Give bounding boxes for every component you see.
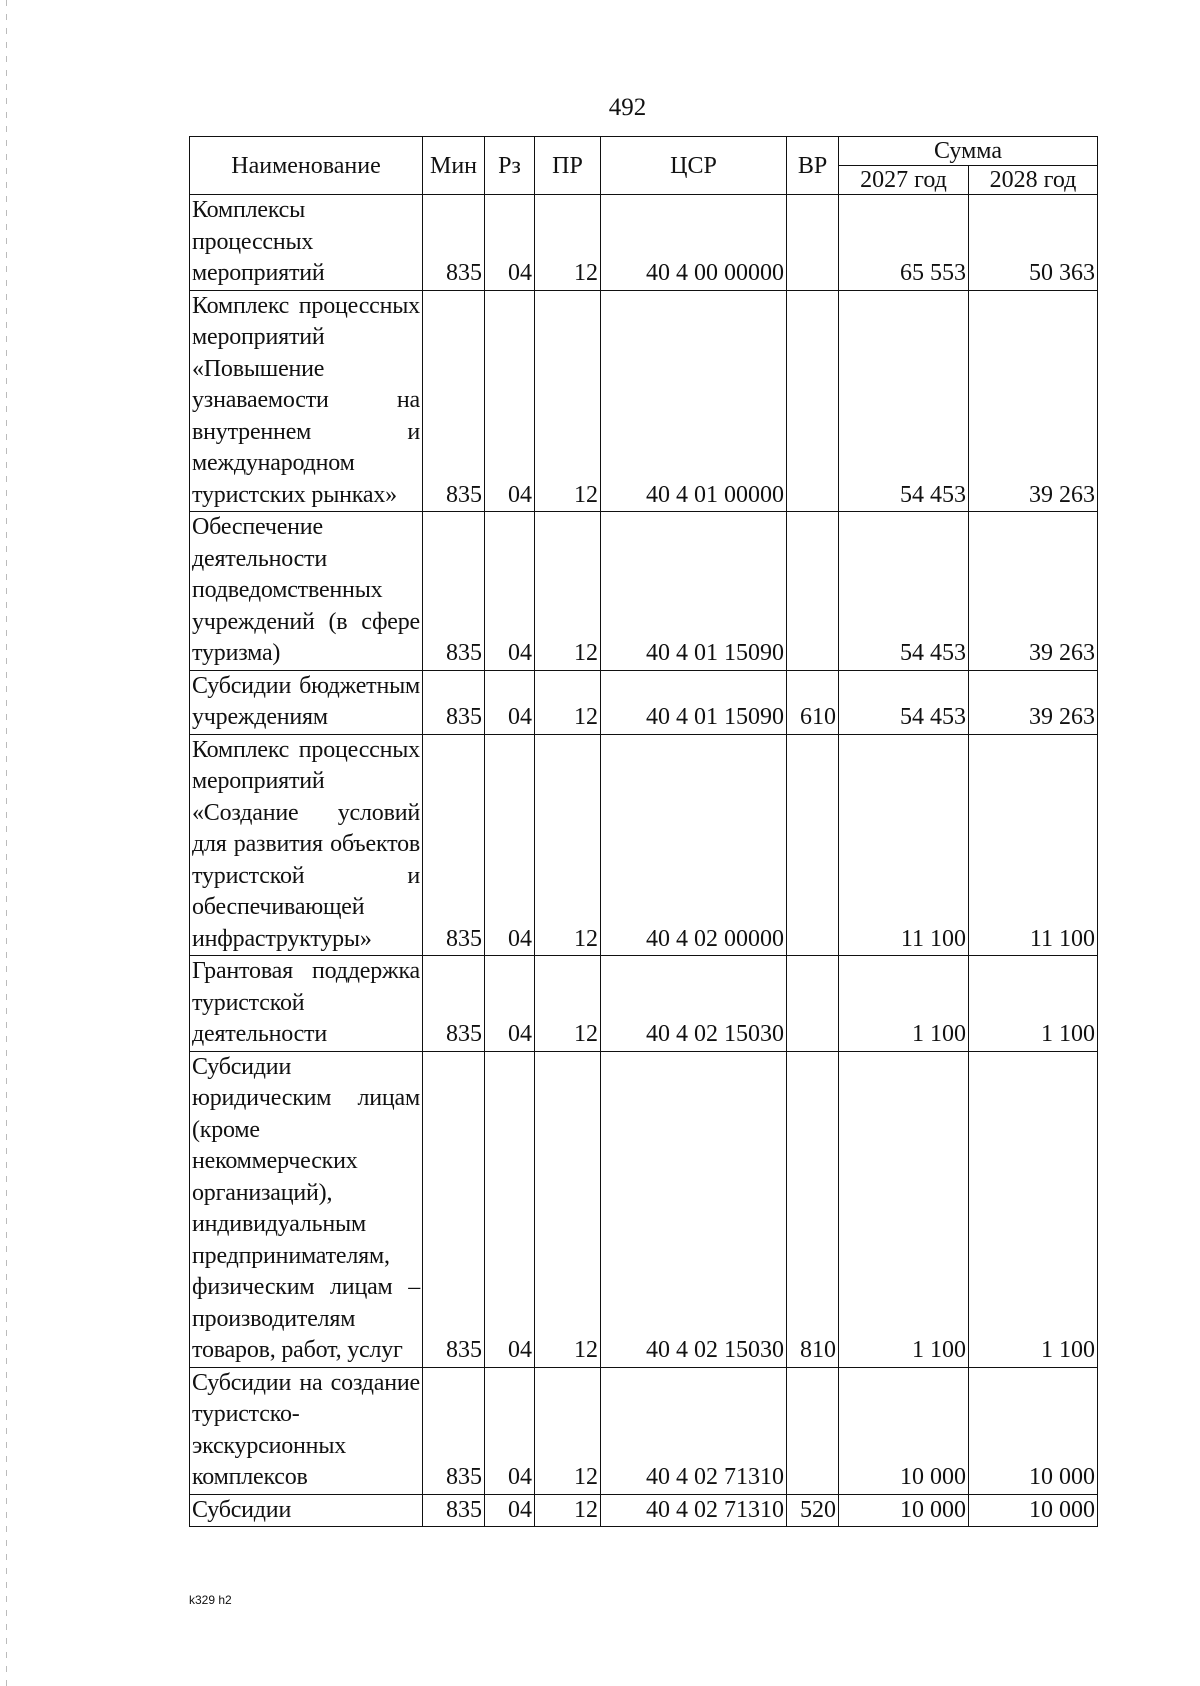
row-csr: 40 4 02 15030 bbox=[601, 1051, 787, 1367]
row-csr: 40 4 00 00000 bbox=[601, 195, 787, 291]
table-row bbox=[190, 1367, 1098, 1494]
row-sum-2027: 54 453 bbox=[839, 670, 969, 734]
table-row bbox=[190, 1051, 1098, 1367]
row-vr bbox=[787, 956, 839, 1052]
row-sum-2028: 1 100 bbox=[969, 956, 1098, 1052]
row-name: Субсидии юридическим лицам (кроме некоммерческих организаций), индивидуальным предпринимателям, физическим лицам – производителям товаров, работ, услуг bbox=[190, 1051, 423, 1367]
row-sum-2028: 39 263 bbox=[969, 670, 1098, 734]
row-sum-2027: 10 000 bbox=[839, 1367, 969, 1494]
row-pr: 12 bbox=[535, 1494, 601, 1527]
row-vr: 520 bbox=[787, 1494, 839, 1527]
row-csr: 40 4 01 00000 bbox=[601, 290, 787, 512]
header-pr: ПР bbox=[535, 137, 601, 195]
row-sum-2028: 10 000 bbox=[969, 1367, 1098, 1494]
row-vr bbox=[787, 512, 839, 671]
header-year-2027: 2027 год bbox=[839, 166, 969, 195]
row-min: 835 bbox=[423, 1494, 485, 1527]
row-rz: 04 bbox=[485, 734, 535, 956]
row-pr: 12 bbox=[535, 195, 601, 291]
row-min: 835 bbox=[423, 1367, 485, 1494]
footer-code: k329 h2 bbox=[189, 1593, 232, 1607]
header-sum: Сумма bbox=[839, 137, 1098, 166]
row-min: 835 bbox=[423, 734, 485, 956]
row-name: Комплекс процессных мероприятий «Повышение узнаваемости на внутреннем и международном туристских рынках» bbox=[190, 290, 423, 512]
table-row bbox=[190, 290, 1098, 512]
row-sum-2027: 1 100 bbox=[839, 956, 969, 1052]
row-rz: 04 bbox=[485, 512, 535, 671]
header-csr: ЦСР bbox=[601, 137, 787, 195]
header-year-2028: 2028 год bbox=[969, 166, 1098, 195]
row-sum-2027: 11 100 bbox=[839, 734, 969, 956]
row-sum-2028: 50 363 bbox=[969, 195, 1098, 291]
row-sum-2028: 10 000 bbox=[969, 1494, 1098, 1527]
row-sum-2027: 65 553 bbox=[839, 195, 969, 291]
row-rz: 04 bbox=[485, 1494, 535, 1527]
row-min: 835 bbox=[423, 670, 485, 734]
header-rz: Рз bbox=[485, 137, 535, 195]
row-min: 835 bbox=[423, 512, 485, 671]
row-pr: 12 bbox=[535, 290, 601, 512]
row-vr bbox=[787, 195, 839, 291]
row-csr: 40 4 01 15090 bbox=[601, 512, 787, 671]
row-vr bbox=[787, 290, 839, 512]
page-number: 492 bbox=[608, 94, 647, 121]
row-rz: 04 bbox=[485, 1051, 535, 1367]
row-csr: 40 4 02 71310 bbox=[601, 1494, 787, 1527]
header-name: Наименование bbox=[190, 137, 423, 195]
row-sum-2028: 39 263 bbox=[969, 512, 1098, 671]
row-name: Обеспечение деятельности подведомственных учреждений (в сфере туризма) bbox=[190, 512, 423, 671]
row-name: Субсидии бюджетным учреждениям bbox=[190, 670, 423, 734]
row-name: Комплексы процессных мероприятий bbox=[190, 195, 423, 291]
row-vr: 610 bbox=[787, 670, 839, 734]
row-min: 835 bbox=[423, 290, 485, 512]
table-header bbox=[190, 137, 1098, 195]
table-row bbox=[190, 956, 1098, 1052]
row-vr: 810 bbox=[787, 1051, 839, 1367]
row-sum-2027: 54 453 bbox=[839, 290, 969, 512]
row-csr: 40 4 02 15030 bbox=[601, 956, 787, 1052]
row-csr: 40 4 02 00000 bbox=[601, 734, 787, 956]
row-csr: 40 4 01 15090 bbox=[601, 670, 787, 734]
budget-table bbox=[189, 136, 1098, 1527]
row-rz: 04 bbox=[485, 290, 535, 512]
header-vr: ВР bbox=[787, 137, 839, 195]
row-sum-2028: 39 263 bbox=[969, 290, 1098, 512]
row-pr: 12 bbox=[535, 670, 601, 734]
row-min: 835 bbox=[423, 195, 485, 291]
table-row bbox=[190, 1494, 1098, 1527]
scan-margin-line bbox=[6, 0, 7, 1686]
table-row bbox=[190, 195, 1098, 291]
row-pr: 12 bbox=[535, 512, 601, 671]
row-sum-2028: 1 100 bbox=[969, 1051, 1098, 1367]
table-row bbox=[190, 512, 1098, 671]
row-name: Грантовая поддержка туристской деятельности bbox=[190, 956, 423, 1052]
row-pr: 12 bbox=[535, 1367, 601, 1494]
row-rz: 04 bbox=[485, 195, 535, 291]
row-name: Субсидии на создание туристско-экскурсионных комплексов bbox=[190, 1367, 423, 1494]
row-sum-2028: 11 100 bbox=[969, 734, 1098, 956]
row-rz: 04 bbox=[485, 670, 535, 734]
row-vr bbox=[787, 1367, 839, 1494]
row-csr: 40 4 02 71310 bbox=[601, 1367, 787, 1494]
row-pr: 12 bbox=[535, 956, 601, 1052]
row-min: 835 bbox=[423, 1051, 485, 1367]
row-vr bbox=[787, 734, 839, 956]
row-name: Субсидии bbox=[190, 1494, 423, 1527]
row-sum-2027: 10 000 bbox=[839, 1494, 969, 1527]
row-rz: 04 bbox=[485, 956, 535, 1052]
row-rz: 04 bbox=[485, 1367, 535, 1494]
table-row bbox=[190, 734, 1098, 956]
table-body bbox=[190, 195, 1098, 1527]
table-row bbox=[190, 670, 1098, 734]
row-pr: 12 bbox=[535, 1051, 601, 1367]
row-sum-2027: 54 453 bbox=[839, 512, 969, 671]
row-pr: 12 bbox=[535, 734, 601, 956]
row-min: 835 bbox=[423, 956, 485, 1052]
header-min: Мин bbox=[423, 137, 485, 195]
row-sum-2027: 1 100 bbox=[839, 1051, 969, 1367]
row-name: Комплекс процессных мероприятий «Создание условий для развития объектов туристской и обеспечивающей инфраструктуры» bbox=[190, 734, 423, 956]
